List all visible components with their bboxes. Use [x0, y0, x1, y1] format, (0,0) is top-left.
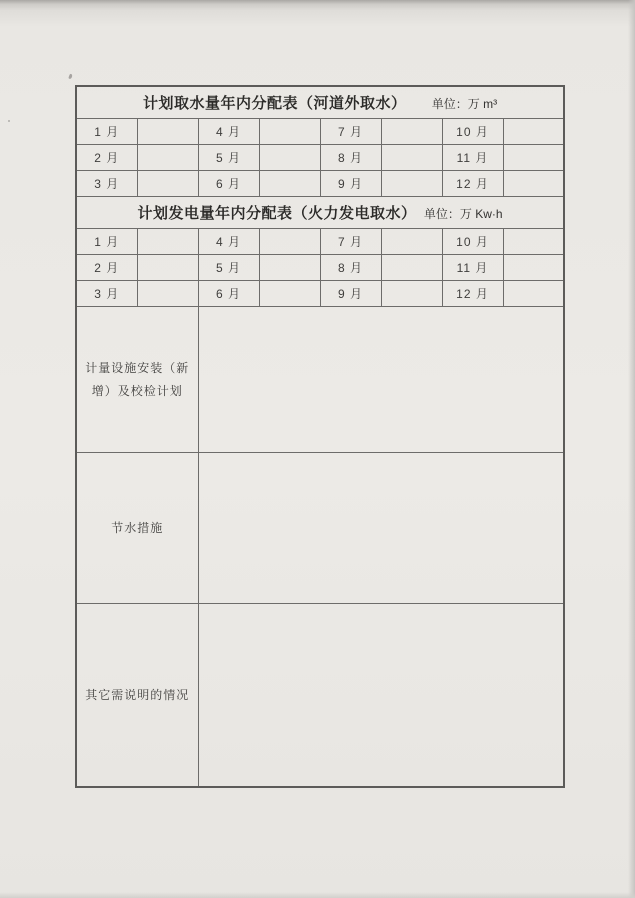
month-value-cell: [503, 255, 564, 281]
month-label-cell: 2 月: [76, 145, 137, 171]
table1-unit-label: 单位：万 m³: [431, 97, 498, 111]
month-label-cell: 4 月: [198, 119, 259, 145]
month-label-cell: 5 月: [198, 145, 259, 171]
month-value-cell: [503, 171, 564, 197]
table2-title-row: [76, 197, 564, 229]
section-label: 其它需说明的情况: [76, 604, 198, 788]
section-label: 计量设施安装（新增）及校检计划: [76, 307, 198, 453]
table2-month-row-2: [76, 255, 564, 281]
scan-top-edge: [0, 0, 635, 10]
table2-month-row-3: [76, 281, 564, 307]
month-value-cell: [503, 119, 564, 145]
month-label-cell: 3 月: [76, 281, 137, 307]
table2-month-row-1: [76, 229, 564, 255]
section-row-metering: [76, 307, 564, 453]
month-label-cell: 11 月: [442, 145, 503, 171]
month-value-cell: [137, 171, 198, 197]
month-label-cell: 11 月: [442, 255, 503, 281]
month-label-cell: 7 月: [320, 119, 381, 145]
scan-right-edge: [628, 0, 635, 898]
month-value-cell: [259, 255, 320, 281]
table2-unit-label: 单位：万 Kw·h: [423, 207, 503, 221]
table2-title-cell: [76, 197, 564, 229]
month-label-cell: 10 月: [442, 119, 503, 145]
month-label-cell: 9 月: [320, 171, 381, 197]
month-label-cell: 6 月: [198, 171, 259, 197]
table1-month-row-2: [76, 145, 564, 171]
section-label: 节水措施: [76, 453, 198, 604]
table1-title-cell: [76, 86, 564, 119]
month-label-cell: 6 月: [198, 281, 259, 307]
allocation-form-table: [75, 85, 565, 788]
month-value-cell: [381, 145, 442, 171]
month-label-cell: 5 月: [198, 255, 259, 281]
month-label-cell: 9 月: [320, 281, 381, 307]
month-label-cell: 8 月: [320, 255, 381, 281]
table1-title: 计划取水量年内分配表（河道外取水）: [142, 95, 407, 112]
month-value-cell: [381, 281, 442, 307]
month-value-cell: [259, 145, 320, 171]
month-value-cell: [381, 119, 442, 145]
section-row-water-saving: [76, 453, 564, 604]
scanned-form: [75, 85, 563, 788]
month-value-cell: [259, 281, 320, 307]
scan-speck: [8, 120, 10, 122]
month-value-cell: [503, 281, 564, 307]
month-value-cell: [137, 119, 198, 145]
month-value-cell: [137, 229, 198, 255]
month-label-cell: 1 月: [76, 229, 137, 255]
table1-title-row: [76, 86, 564, 119]
month-label-cell: 3 月: [76, 171, 137, 197]
table2-title: 计划发电量年内分配表（火力发电取水）: [137, 205, 417, 222]
month-value-cell: [259, 171, 320, 197]
month-value-cell: [259, 229, 320, 255]
month-value-cell: [137, 255, 198, 281]
section-row-other-notes: [76, 604, 564, 788]
month-value-cell: [503, 229, 564, 255]
month-label-cell: 12 月: [442, 281, 503, 307]
month-value-cell: [381, 229, 442, 255]
month-value-cell: [137, 281, 198, 307]
month-label-cell: 2 月: [76, 255, 137, 281]
table1-month-row-1: [76, 119, 564, 145]
scan-speck: [68, 74, 73, 80]
month-label-cell: 4 月: [198, 229, 259, 255]
month-value-cell: [503, 145, 564, 171]
month-label-cell: 12 月: [442, 171, 503, 197]
table1-month-row-3: [76, 171, 564, 197]
month-label-cell: 8 月: [320, 145, 381, 171]
scan-bottom-edge: [0, 892, 635, 898]
month-value-cell: [381, 255, 442, 281]
month-label-cell: 10 月: [442, 229, 503, 255]
month-value-cell: [137, 145, 198, 171]
section-content-cell: [198, 307, 564, 453]
section-content-cell: [198, 604, 564, 788]
month-label-cell: 1 月: [76, 119, 137, 145]
month-label-cell: 7 月: [320, 229, 381, 255]
month-value-cell: [381, 171, 442, 197]
section-content-cell: [198, 453, 564, 604]
month-value-cell: [259, 119, 320, 145]
